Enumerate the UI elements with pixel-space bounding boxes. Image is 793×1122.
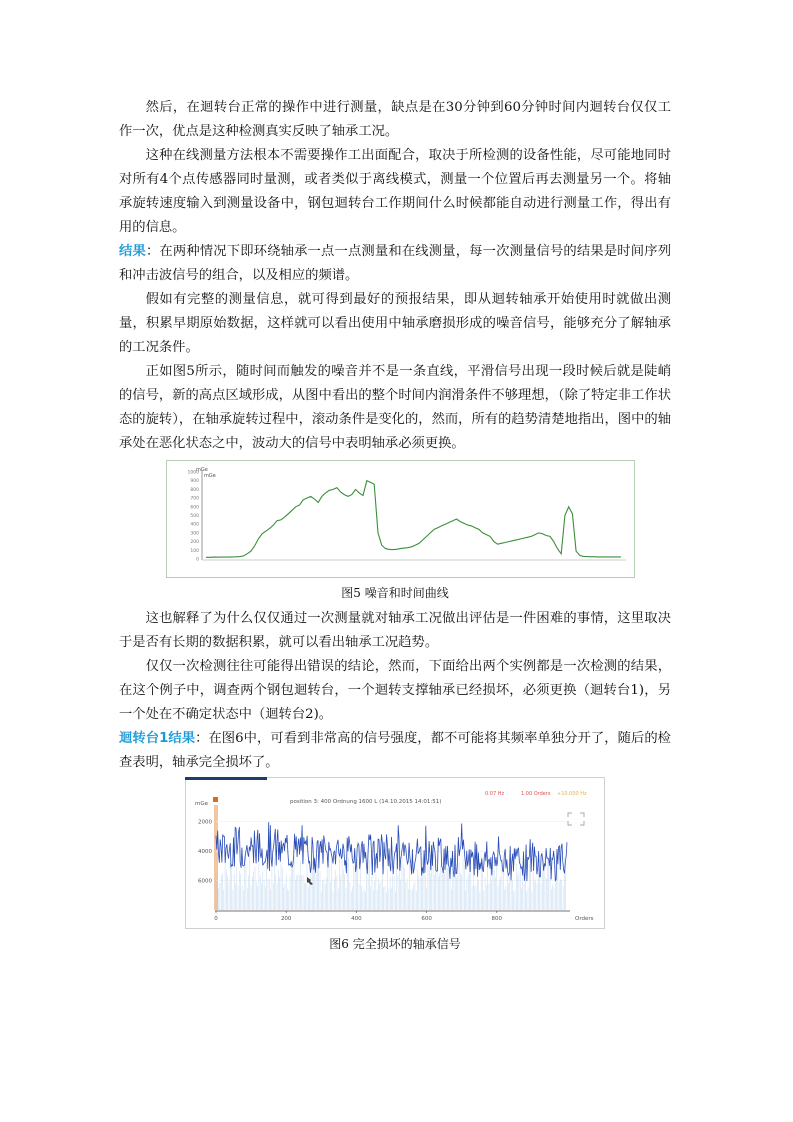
paragraph-8-text: ：在图6中，可看到非常高的信号强度，都不可能将其频率单独分开了，随后的检查表明，轴承完全损坏了。 — [119, 731, 671, 770]
fig6-y-tick: 2000 — [198, 819, 212, 826]
fig5-y-unit: mGe — [196, 467, 208, 473]
damaged-bearing-signal-chart — [185, 777, 605, 929]
fig5-legend: mGe — [204, 473, 216, 479]
fig6-x-tick: 0 — [214, 916, 218, 922]
figure-6-caption: 图6 完全损坏的轴承信号 — [329, 937, 461, 951]
figure-5 — [119, 460, 671, 601]
paragraph-5: 正如图5所示，随时间而触发的噪音并不是一条直线，平滑信号出现一段时候后就是陡峭的信号，新的高点区域形成，从图中看出的整个时间内润滑条件不够理想，（除了特定非工作状态的旋转），在轴承旋转过程中，滚动条件是变化的，然而，所有的趋势清楚地指出，图中的轴承处在恶化状态之中，波动大的信号中表明轴承必须更换。 — [119, 364, 671, 451]
paragraph-3-text: ：在两种情况下即环绕轴承一点一点测量和在线测量，每一次测量信号的结果是时间序列和冲击波信号的组合，以及相应的频谱。 — [119, 244, 672, 283]
paragraph-8 — [119, 727, 671, 775]
fig5-y-tick: 0 — [196, 557, 199, 563]
paragraph-1: 然后，在迴转台正常的操作中进行测量，缺点是在30分钟到60分钟时间内迴转台仅仅工作一次，优点是这种检测真实反映了轴承工况。 — [119, 100, 671, 139]
fig6-legend-3: +10.000 Hz — [557, 791, 587, 797]
fig6-x-unit: Orders — [575, 916, 594, 922]
paragraph-6: 这也解释了为什么仅仅通过一次测量就对轴承工况做出评估是一件困难的事情，这里取决于是否有长期的数据积累，就可以看出轴承工况趋势。 — [119, 611, 671, 650]
fig5-y-tick: 100 — [190, 548, 199, 554]
paragraph-3 — [119, 240, 671, 288]
figure-6 — [119, 777, 671, 952]
fig6-header: position 3: 400 Ordnung 1600 L (14.10.2015 14:01:51) — [290, 799, 442, 805]
fig5-y-tick: 600 — [190, 505, 199, 511]
fig6-x-tick: 800 — [491, 916, 503, 922]
document-page — [119, 96, 671, 958]
fig5-y-tick: 400 — [190, 522, 199, 528]
fig6-y-unit: mGe — [195, 801, 209, 807]
fig6-x-tick: 400 — [351, 916, 362, 922]
fig6-x-tick: 600 — [421, 916, 432, 922]
noise-time-chart — [166, 460, 636, 578]
fig5-y-tick: 900 — [190, 479, 199, 485]
fig5-y-tick: 200 — [190, 540, 199, 546]
figure-5-caption: 图5 噪音和时间曲线 — [341, 586, 449, 600]
fig6-y-tick: 4000 — [198, 849, 212, 856]
paragraph-4: 假如有完整的测量信息，就可得到最好的预报结果，即从迴转轴承开始使用时就做出测量，积累早期原始数据，这样就可以看出使用中轴承磨损形成的噪音信号，能够充分了解轴承的工况条件。 — [119, 292, 671, 355]
paragraph-7: 仅仅一次检测往往可能得出错误的结论，然而，下面给出两个实例都是一次检测的结果，在这个例子中，调查两个钢包迴转台，一个迴转支撑轴承已经损坏，必须更换（迴转台1)，另一个处在不确定状态中（迴转台2)。 — [119, 659, 671, 722]
fig5-y-tick: 300 — [190, 531, 199, 537]
fig5-y-tick: 800 — [190, 487, 199, 493]
fig6-y-tick: 6000 — [198, 878, 212, 885]
fig5-y-tick: 1000 — [187, 470, 199, 476]
turret1-result-label: 迴转台1结果 — [119, 731, 196, 746]
fig6-legend-1: 0.07 Hz — [485, 791, 505, 797]
fig5-y-tick: 700 — [190, 496, 199, 502]
fig5-y-tick: 500 — [190, 514, 199, 519]
fig6-x-tick: 200 — [280, 916, 292, 922]
result-label: 结果 — [119, 244, 146, 259]
fig6-legend-2: 1.00 Orders — [521, 791, 551, 797]
paragraph-2: 这种在线测量方法根本不需要操作工出面配合，取决于所检测的设备性能，尽可能地同时对所有4个点传感器同时量测，或者类似于离线模式，测量一个位置后再去测量另一个。将轴承旋转速度输入到测量设备中，钢包迴转台工作期间什么时候都能自动进行测量工作，得出有用的信息。 — [119, 148, 671, 235]
